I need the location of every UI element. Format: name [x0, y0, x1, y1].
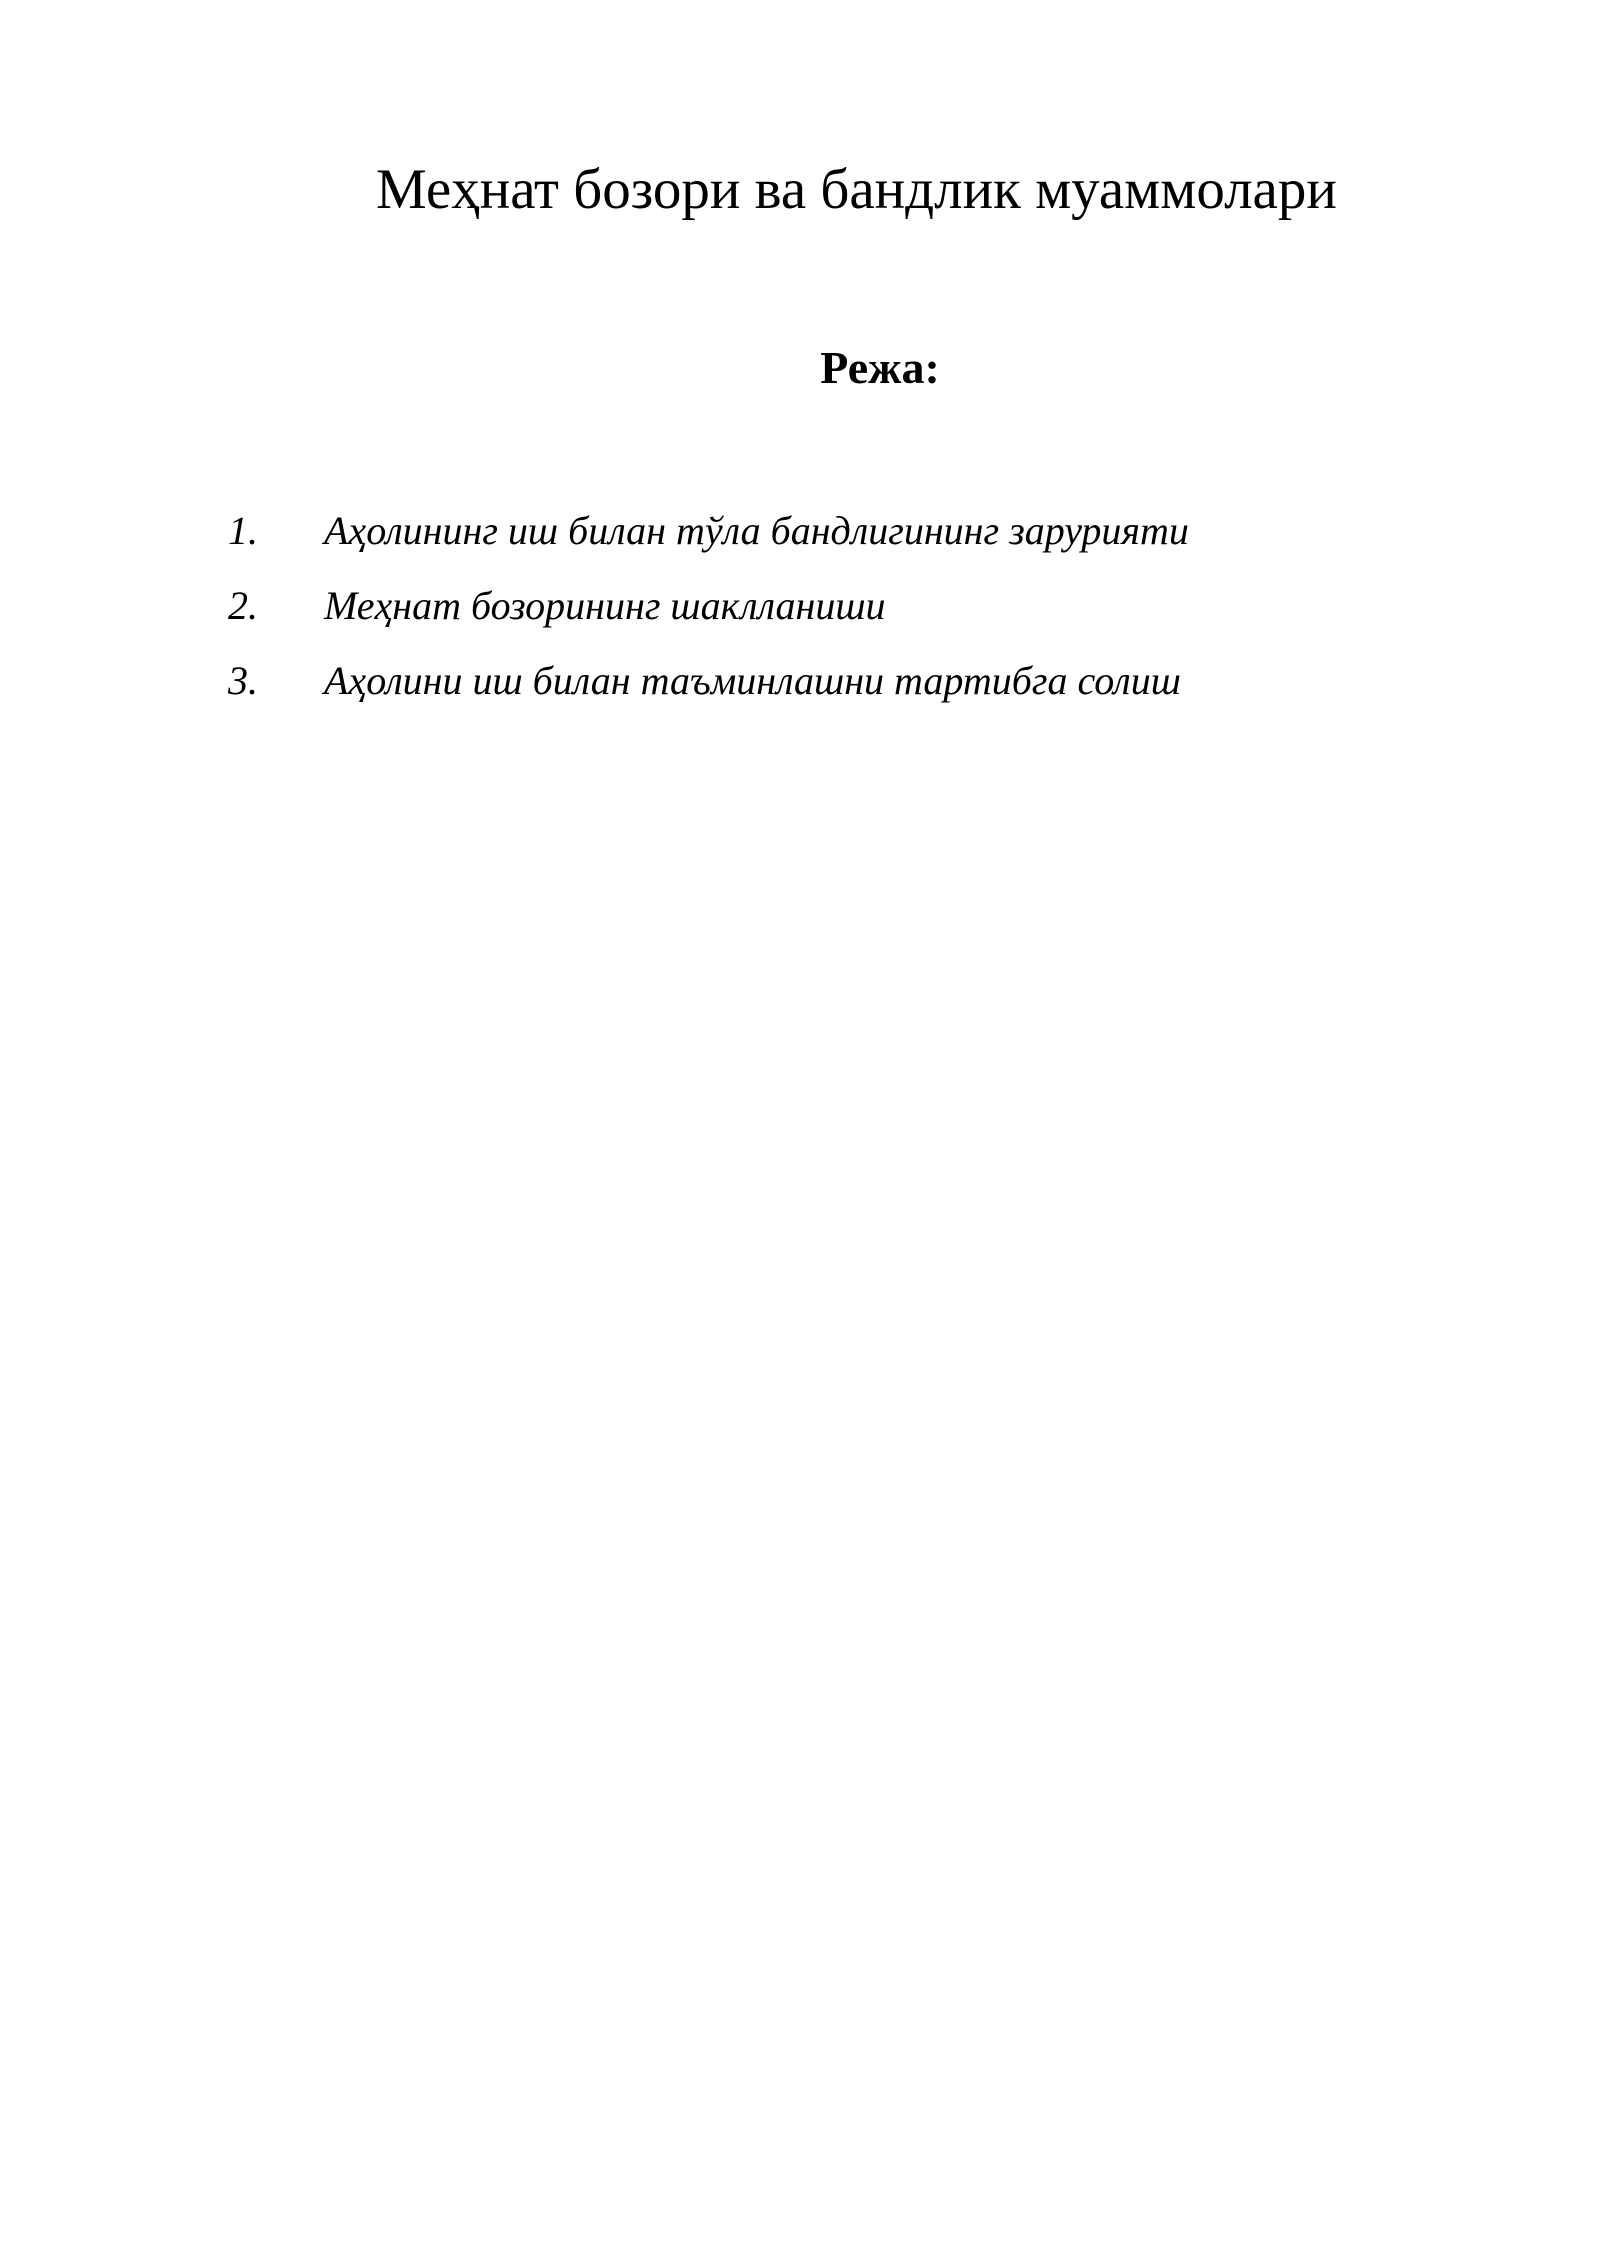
plan-item-number: 1.: [228, 508, 258, 553]
plan-item: [0, 501, 1600, 576]
plan-item-text: Меҳнат бозорининг шаклланиши: [324, 583, 886, 628]
document-title: Меҳнат бозори ва бандлик муаммолари: [376, 158, 1337, 221]
plan-item-text: Аҳолини иш билан таъминлашни тартибга солиш: [324, 658, 1181, 703]
plan-heading: Режа:: [820, 342, 940, 393]
plan-item: [0, 576, 1600, 651]
plan-item: [0, 651, 1600, 726]
plan-item-text: Аҳолининг иш билан тўла бандлигининг зарурияти: [324, 508, 1189, 553]
plan-item-number: 2.: [228, 583, 258, 628]
plan-list: [0, 501, 1600, 726]
plan-item-number: 3.: [228, 658, 258, 703]
